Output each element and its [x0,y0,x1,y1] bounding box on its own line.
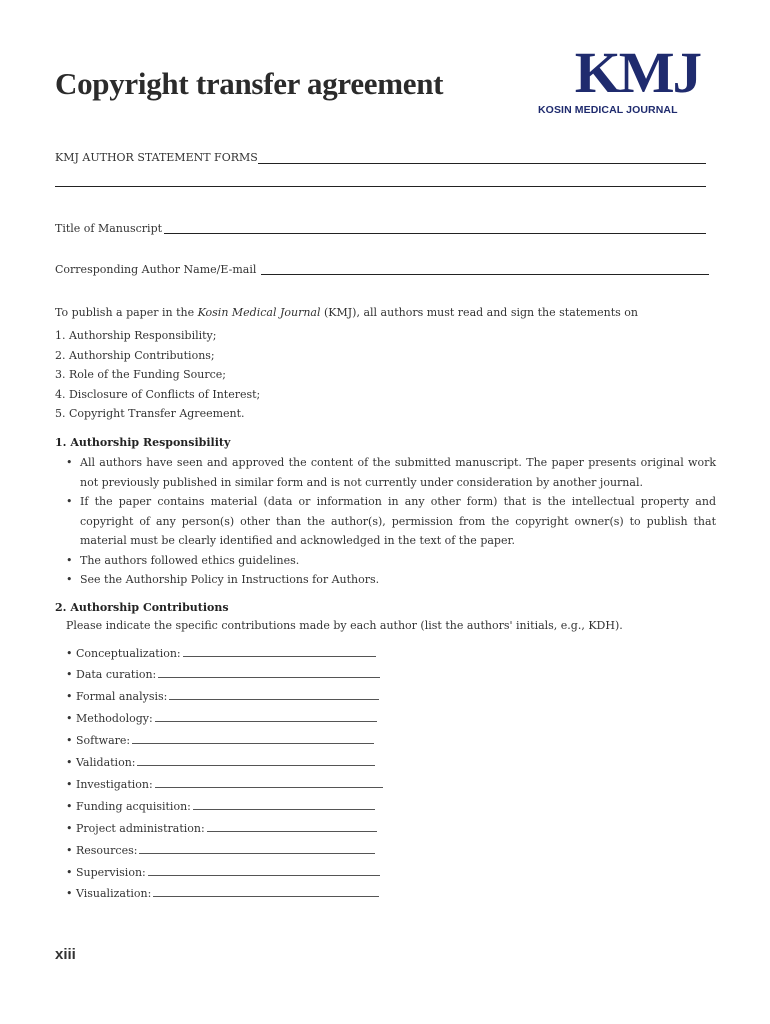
intro-text-before: To publish a paper in the [55,306,198,319]
statement-list [55,326,715,424]
list-item: • All authors have seen and approved the content of the submitted manuscript. The paper presents original work not previously published in similar form and is not currently under consideration by another journal. [66,453,716,492]
manuscript-title-field[interactable] [164,233,706,234]
bullet-icon: • [66,573,73,586]
contribution-row: • Formal analysis: [66,689,379,703]
contribution-field[interactable] [169,689,379,700]
list-item: 4. Disclosure of Conflicts of Interest; [55,387,261,401]
contribution-row: • Conceptualization: [66,646,376,660]
contribution-field[interactable] [158,667,380,678]
contribution-row: • Investigation: [66,777,383,791]
contribution-row: • Supervision: [66,865,380,879]
contribution-field[interactable] [155,777,383,788]
contribution-row: • Project administration: [66,821,377,835]
contribution-row: • Visualization: [66,886,379,900]
page-title: Copyright transfer agreement [55,66,444,101]
contribution-field[interactable] [183,646,376,657]
contributions-instruction: Please indicate the specific contributions made by each author (list the authors' initials, e.g., KDH). [66,619,623,632]
contribution-row: • Data curation: [66,667,380,681]
contribution-row: • Funding acquisition: [66,799,375,813]
bullet-icon: • [66,553,73,567]
statement-forms-label: KMJ AUTHOR STATEMENT FORMS [55,151,258,164]
manuscript-title-label: Title of Manuscript [55,222,163,235]
intro-text-after: (KMJ), all authors must read and sign the statements on [320,306,638,319]
logo-letters: KMJ [574,40,701,105]
list-item: 2. Authorship Contributions; [55,348,215,362]
section-heading-authorship-contributions: 2. Authorship Contributions [55,601,229,614]
kmj-logo [538,40,718,118]
contribution-row: • Methodology: [66,711,377,725]
list-item: • See the Authorship Policy in Instructions for Authors. [66,570,716,590]
contribution-field[interactable] [193,799,375,810]
contribution-row: • Resources: [66,843,375,857]
list-item: 3. Role of the Funding Source; [55,368,226,381]
statement-forms-line[interactable] [258,163,706,164]
bullet-icon: • [66,495,73,508]
corresponding-author-field[interactable] [261,274,709,275]
bullet-icon: • [66,456,73,469]
contribution-field[interactable] [148,865,380,876]
list-item: 1. Authorship Responsibility; [55,329,217,342]
list-item: • The authors followed ethics guidelines. [66,551,716,571]
page-number: xiii [55,946,76,963]
intro-paragraph [55,303,715,323]
contribution-field[interactable] [207,821,377,832]
responsibility-bullets [66,453,716,590]
contribution-field[interactable] [137,755,375,766]
list-item: • If the paper contains material (data or information in any other form) that is the intellectual property and copyright of any person(s) other than the author(s), permission from the copyright owner(s) to publish that material must be clearly identified and acknowledged in the text of the paper. [66,492,716,551]
corresponding-author-label: Corresponding Author Name/E-mail [55,263,257,276]
journal-name: Kosin Medical Journal [197,306,321,319]
logo-subtitle: KOSIN MEDICAL JOURNAL [538,104,678,116]
contribution-field[interactable] [153,886,379,897]
statement-forms-line-2[interactable] [55,186,706,187]
section-heading-authorship-responsibility: 1. Authorship Responsibility [55,436,231,449]
contribution-field[interactable] [132,733,374,744]
contribution-field[interactable] [155,711,377,722]
list-item: 5. Copyright Transfer Agreement. [55,407,245,420]
contribution-row: • Software: [66,733,374,747]
contribution-row: • Validation: [66,755,375,769]
contribution-field[interactable] [139,843,375,854]
